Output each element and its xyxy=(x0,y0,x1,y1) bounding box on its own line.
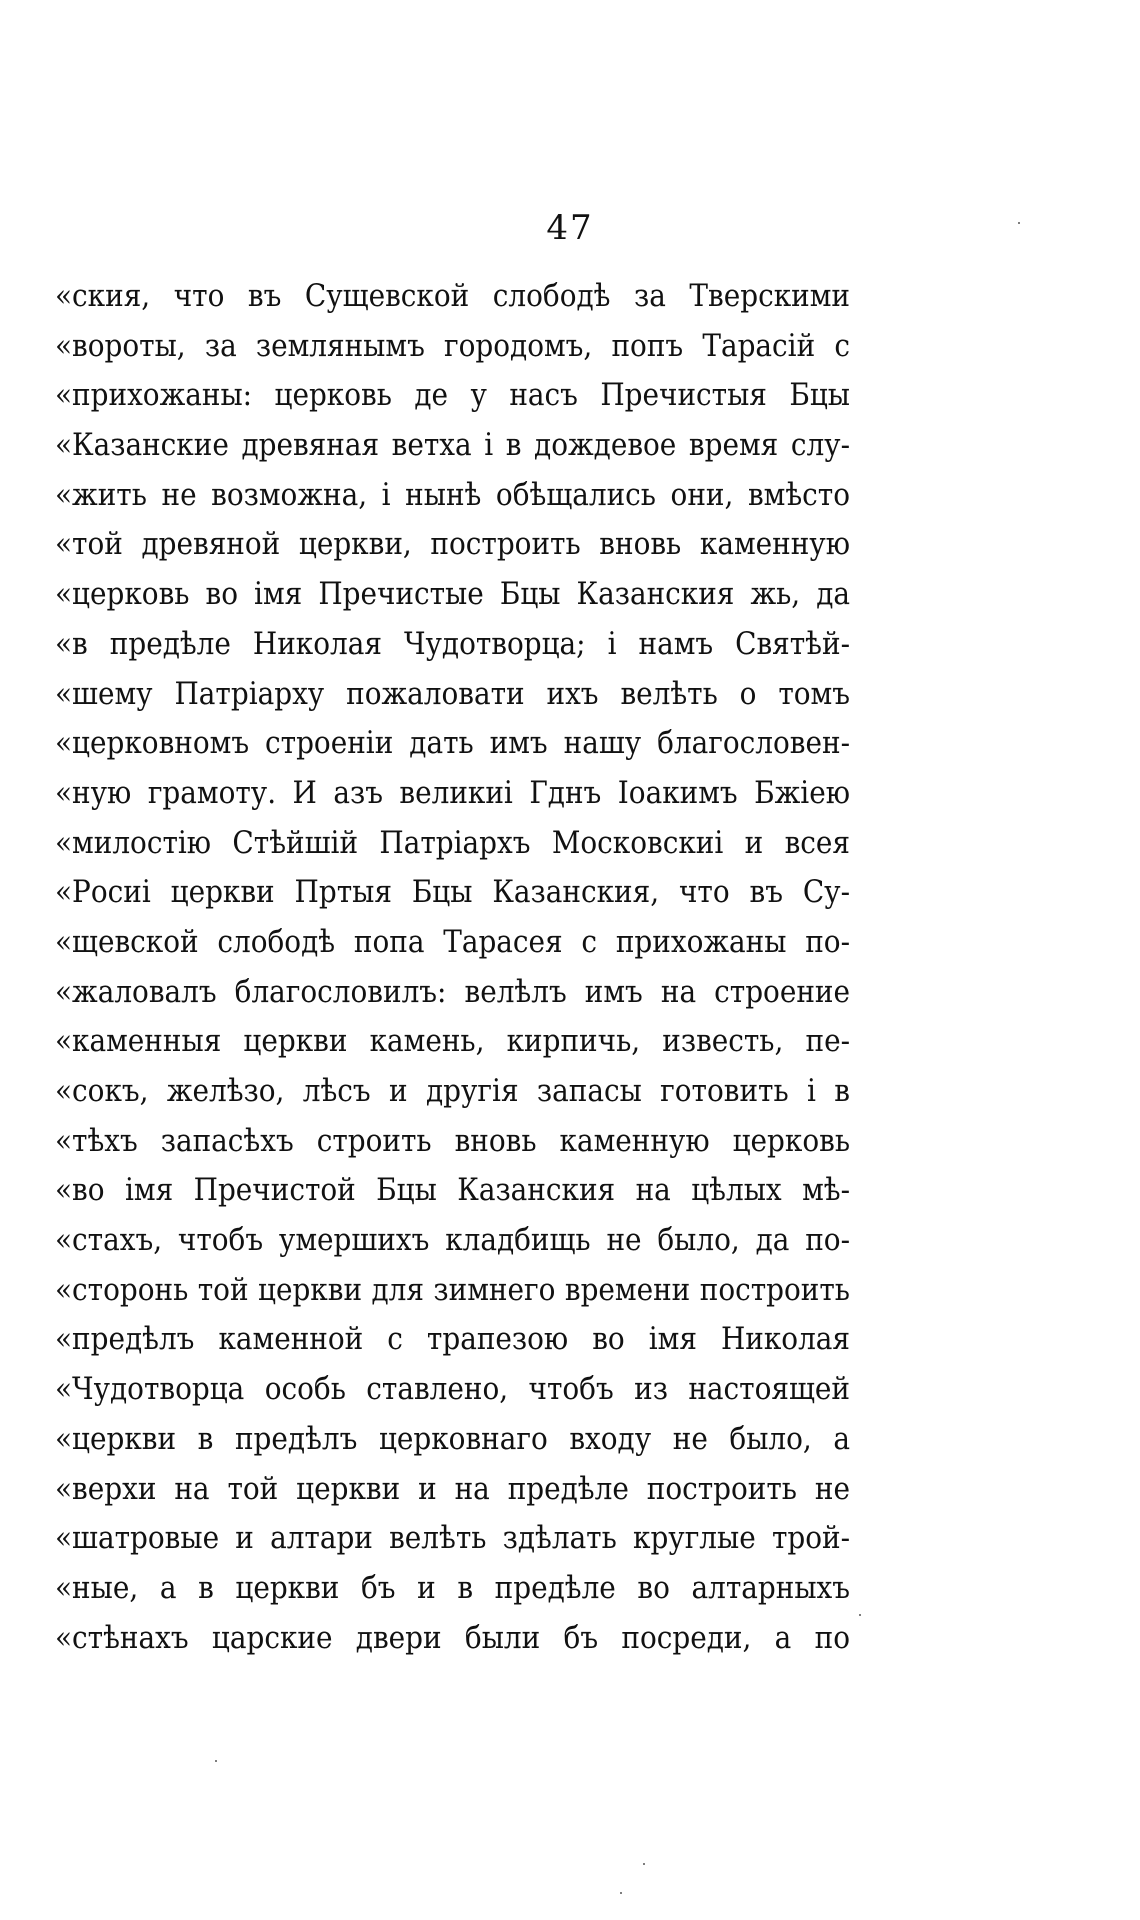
text-line xyxy=(55,918,850,968)
text-line-content: «церковномъ строеніи дать имъ нашу благословен- xyxy=(55,725,850,762)
scan-speck xyxy=(1018,222,1020,224)
scan-speck xyxy=(643,1863,645,1865)
text-line-content: «церковь во імя Пречистые Бцы Казанския жь, да xyxy=(55,576,850,613)
text-line-content: «шему Патріарху пожаловати ихъ велѣть о томъ xyxy=(55,675,850,712)
body-text xyxy=(55,272,850,1663)
text-line-content: «той древяной церкви, построить вновь каменную xyxy=(55,526,850,563)
text-line xyxy=(55,719,850,769)
text-line-content: «в предѣле Николая Чудотворца; і намъ Святѣй- xyxy=(55,625,850,662)
text-line xyxy=(55,1415,850,1465)
text-line-content: «Чудотворца особь ставлено, чтобъ из настоящей xyxy=(55,1371,850,1408)
text-line-content: «ные, а в церкви бъ и в предѣле во алтарныхъ xyxy=(55,1569,850,1606)
text-line-content: «шатровые и алтари велѣть здѣлать круглые трой- xyxy=(55,1520,850,1557)
text-line-content: «предѣлъ каменной с трапезою во імя Николая xyxy=(55,1321,850,1358)
text-line xyxy=(55,868,850,918)
text-line-content: «каменныя церкви камень, кирпичь, известь, пе- xyxy=(55,1023,850,1060)
text-line xyxy=(55,1017,850,1067)
text-line xyxy=(55,272,850,322)
scan-speck xyxy=(620,1892,622,1894)
text-line xyxy=(55,1614,850,1664)
text-line xyxy=(55,1067,850,1117)
text-line-content: «сокъ, желѣзо, лѣсъ и другiя запасы готовить і в xyxy=(55,1073,850,1109)
text-line xyxy=(55,1514,850,1564)
text-line xyxy=(55,968,850,1018)
text-line-content: «прихожаны: церковь де у насъ Пречистыя Бцы xyxy=(55,377,850,414)
text-line xyxy=(55,819,850,869)
text-line xyxy=(55,1365,850,1415)
text-line-content: «вороты, за землянымъ городомъ, попъ Тарасій с xyxy=(55,327,850,364)
text-line xyxy=(55,620,850,670)
text-line xyxy=(55,1465,850,1515)
text-line xyxy=(55,1564,850,1614)
text-line-content: «Росиі церкви Пртыя Бцы Казанския, что въ Су- xyxy=(55,874,850,911)
text-line-content: «ную грамоту. И азъ великиі Гднъ Іоакимъ Бжiею xyxy=(55,774,850,811)
text-line-content: «жить не возможна, і нынѣ обѣщались они, вмѣсто xyxy=(55,476,850,513)
text-line-content: «стахъ, чтобъ умершихъ кладбищь не было, да по- xyxy=(55,1222,850,1259)
scan-speck xyxy=(215,1760,217,1762)
text-line-content: «тѣхъ запасѣхъ строить вновь каменную церковь xyxy=(55,1122,850,1159)
text-line-content: «жаловалъ благословилъ: велѣлъ имъ на строение xyxy=(55,973,850,1010)
scan-speck xyxy=(859,1614,861,1616)
text-line xyxy=(55,471,850,521)
text-line-content: «милостію Стѣйшій Патріархъ Московскиі и всея xyxy=(55,824,850,861)
page-number: 47 xyxy=(546,208,594,248)
text-line xyxy=(55,1216,850,1266)
text-line xyxy=(55,1266,850,1316)
text-line-content: «стѣнахъ царские двери были бъ посреди, а по xyxy=(55,1619,850,1656)
text-line xyxy=(55,769,850,819)
text-line xyxy=(55,1166,850,1216)
text-line-content: «во імя Пречистой Бцы Казанския на цѣлых мѣ- xyxy=(55,1172,850,1209)
text-line-content: «ския, что въ Сущевской слободѣ за Тверскими xyxy=(55,278,850,314)
text-line xyxy=(55,421,850,471)
text-line xyxy=(55,670,850,720)
text-line xyxy=(55,1117,850,1167)
text-line-content: «сторонь той церкви для зимнего времени построить xyxy=(55,1271,850,1308)
text-line xyxy=(55,520,850,570)
text-line xyxy=(55,371,850,421)
text-line-content: «щевской слободѣ попа Тарасея с прихожаны по- xyxy=(55,923,850,960)
text-line xyxy=(55,322,850,372)
text-line-content: «верхи на той церкви и на предѣле построить не xyxy=(55,1470,850,1507)
text-line-content: «Казанские древяная ветха і в дождевое время слу- xyxy=(55,427,850,464)
text-line xyxy=(55,570,850,620)
text-line xyxy=(55,1315,850,1365)
text-line-content: «церкви в предѣлъ церковнаго входу не было, а xyxy=(55,1420,850,1457)
